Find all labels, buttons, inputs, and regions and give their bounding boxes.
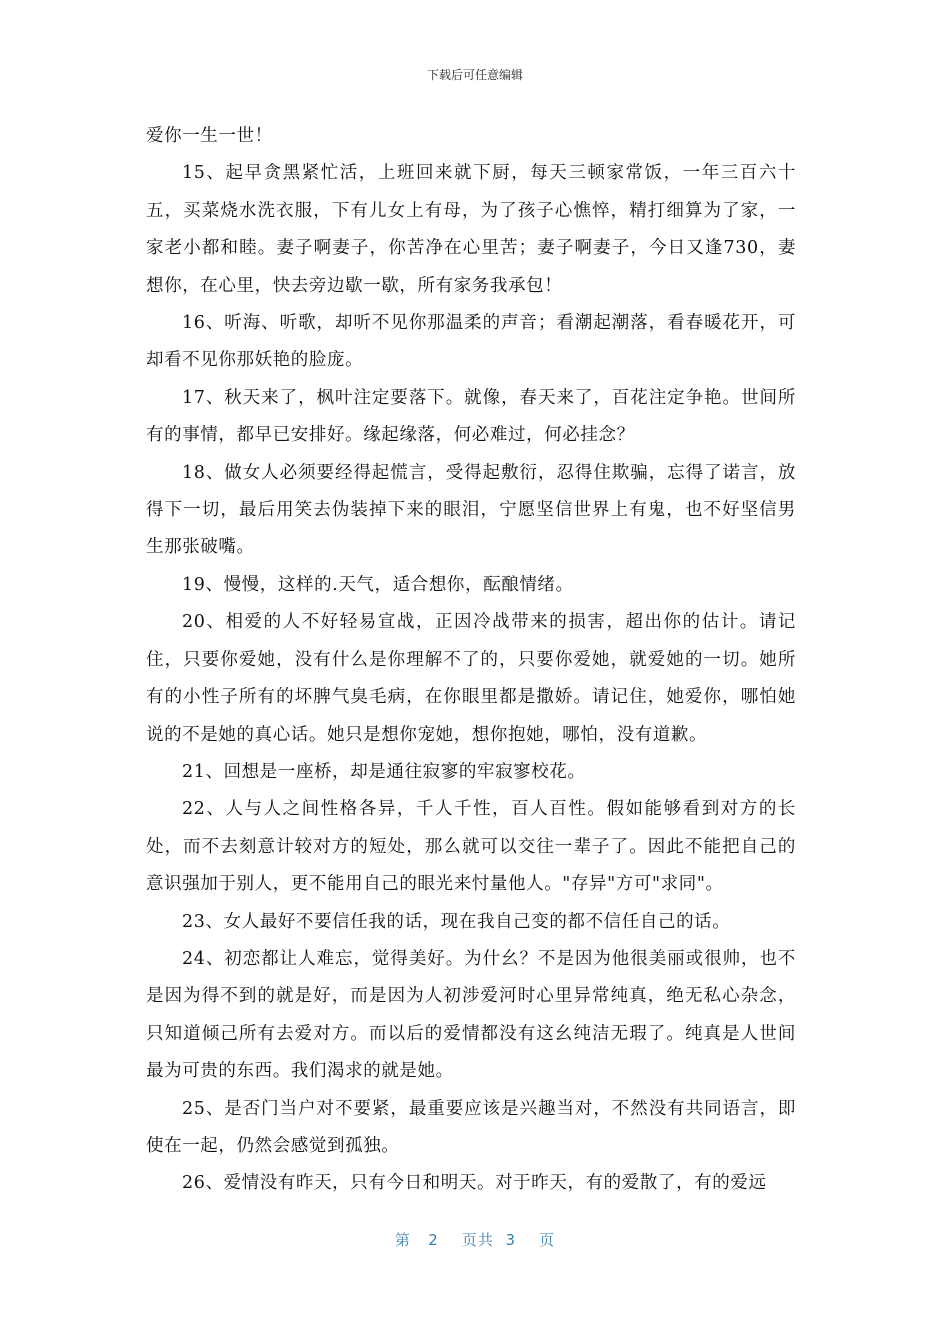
page-footer xyxy=(0,1229,950,1250)
footer-current-page: 2 xyxy=(428,1231,439,1249)
document-body xyxy=(146,118,796,1203)
footer-total-pages: 3 xyxy=(505,1231,516,1249)
paragraph: 24、初恋都让人难忘，觉得美好。为什幺？不是因为他很美丽或很帅，也不是因为得不到的就是好，而是因为人初涉爱河时心里异常纯真，绝无私心杂念，只知道倾己所有去爱对方。而以后的爱情都没有这幺纯洁无瑕了。纯真是人世间最为可贵的东西。我们渴求的就是她。 xyxy=(146,948,796,1082)
footer-suffix: 页 xyxy=(539,1231,556,1249)
header-text: 下载后可任意编辑 xyxy=(426,68,523,82)
page-header xyxy=(0,66,950,83)
paragraph: 23、女人最好不要信任我的话，现在我自己变的都不信任自己的话。 xyxy=(182,911,731,932)
footer-prefix: 第 xyxy=(394,1231,411,1249)
paragraph: 18、做女人必须要经得起慌言，受得起敷衍，忍得住欺骗，忘得了诺言，放得下一切，最后用笑去伪装掉下来的眼泪，宁愿坚信世界上有鬼，也不好坚信男生那张破嘴。 xyxy=(146,462,796,558)
paragraph: 19、慢慢，这样的.天气，适合想你，酝酿情绪。 xyxy=(182,574,574,595)
paragraph: 15、起早贪黑紧忙活，上班回来就下厨，每天三顿家常饭，一年三百六十五，买菜烧水洗衣服，下有儿女上有母，为了孩子心憔悴，精打细算为了家，一家老小都和睦。妻子啊妻子，你苦净在心里苦；妻子啊妻子，今日又逢730，妻想你，在心里，快去旁边歇一歇，所有家务我承包！ xyxy=(146,163,796,296)
footer-middle: 页共 xyxy=(461,1231,494,1249)
paragraph: 爱你一生一世！ xyxy=(146,126,273,146)
paragraph: 21、回想是一座桥，却是通往寂寥的牢寂寥校花。 xyxy=(182,761,586,782)
paragraph: 25、是否门当户对不要紧，最重要应该是兴趣当对，不然没有共同语言，即使在一起，仍然会感觉到孤独。 xyxy=(146,1098,796,1156)
paragraph: 26、爱情没有昨天，只有今日和明天。对于昨天，有的爱散了，有的爱远 xyxy=(182,1173,767,1194)
paragraph: 17、秋天来了，枫叶注定要落下。就像，春天来了，百花注定争艳。世间所有的事情，都早已安排好。缘起缘落，何必难过，何必挂念？ xyxy=(146,387,796,446)
paragraph: 20、相爱的人不好轻易宣战，正因冷战带来的损害，超出你的估计。请记住，只要你爱她，没有什么是你理解不了的，只要你爱她，就爱她的一切。她所有的小性子所有的坏脾气臭毛病，在你眼里都是撒娇。请记住，她爱你，哪怕她说的不是她的真心话。她只是想你宠她，想你抱她，哪怕，没有道歉。 xyxy=(146,612,796,745)
paragraph: 16、听海、听歌，却听不见你那温柔的声音；看潮起潮落，看春暖花开，可却看不见你那妖艳的脸庞。 xyxy=(146,313,796,371)
paragraph: 22、人与人之间性格各异，千人千性，百人百性。假如能够看到对方的长处，而不去刻意计较对方的短处，那么就可以交往一辈子了。因此不能把自己的意识强加于别人，更不能用自己的眼光来忖量他人。"存异"方可"求同"。 xyxy=(146,799,796,895)
